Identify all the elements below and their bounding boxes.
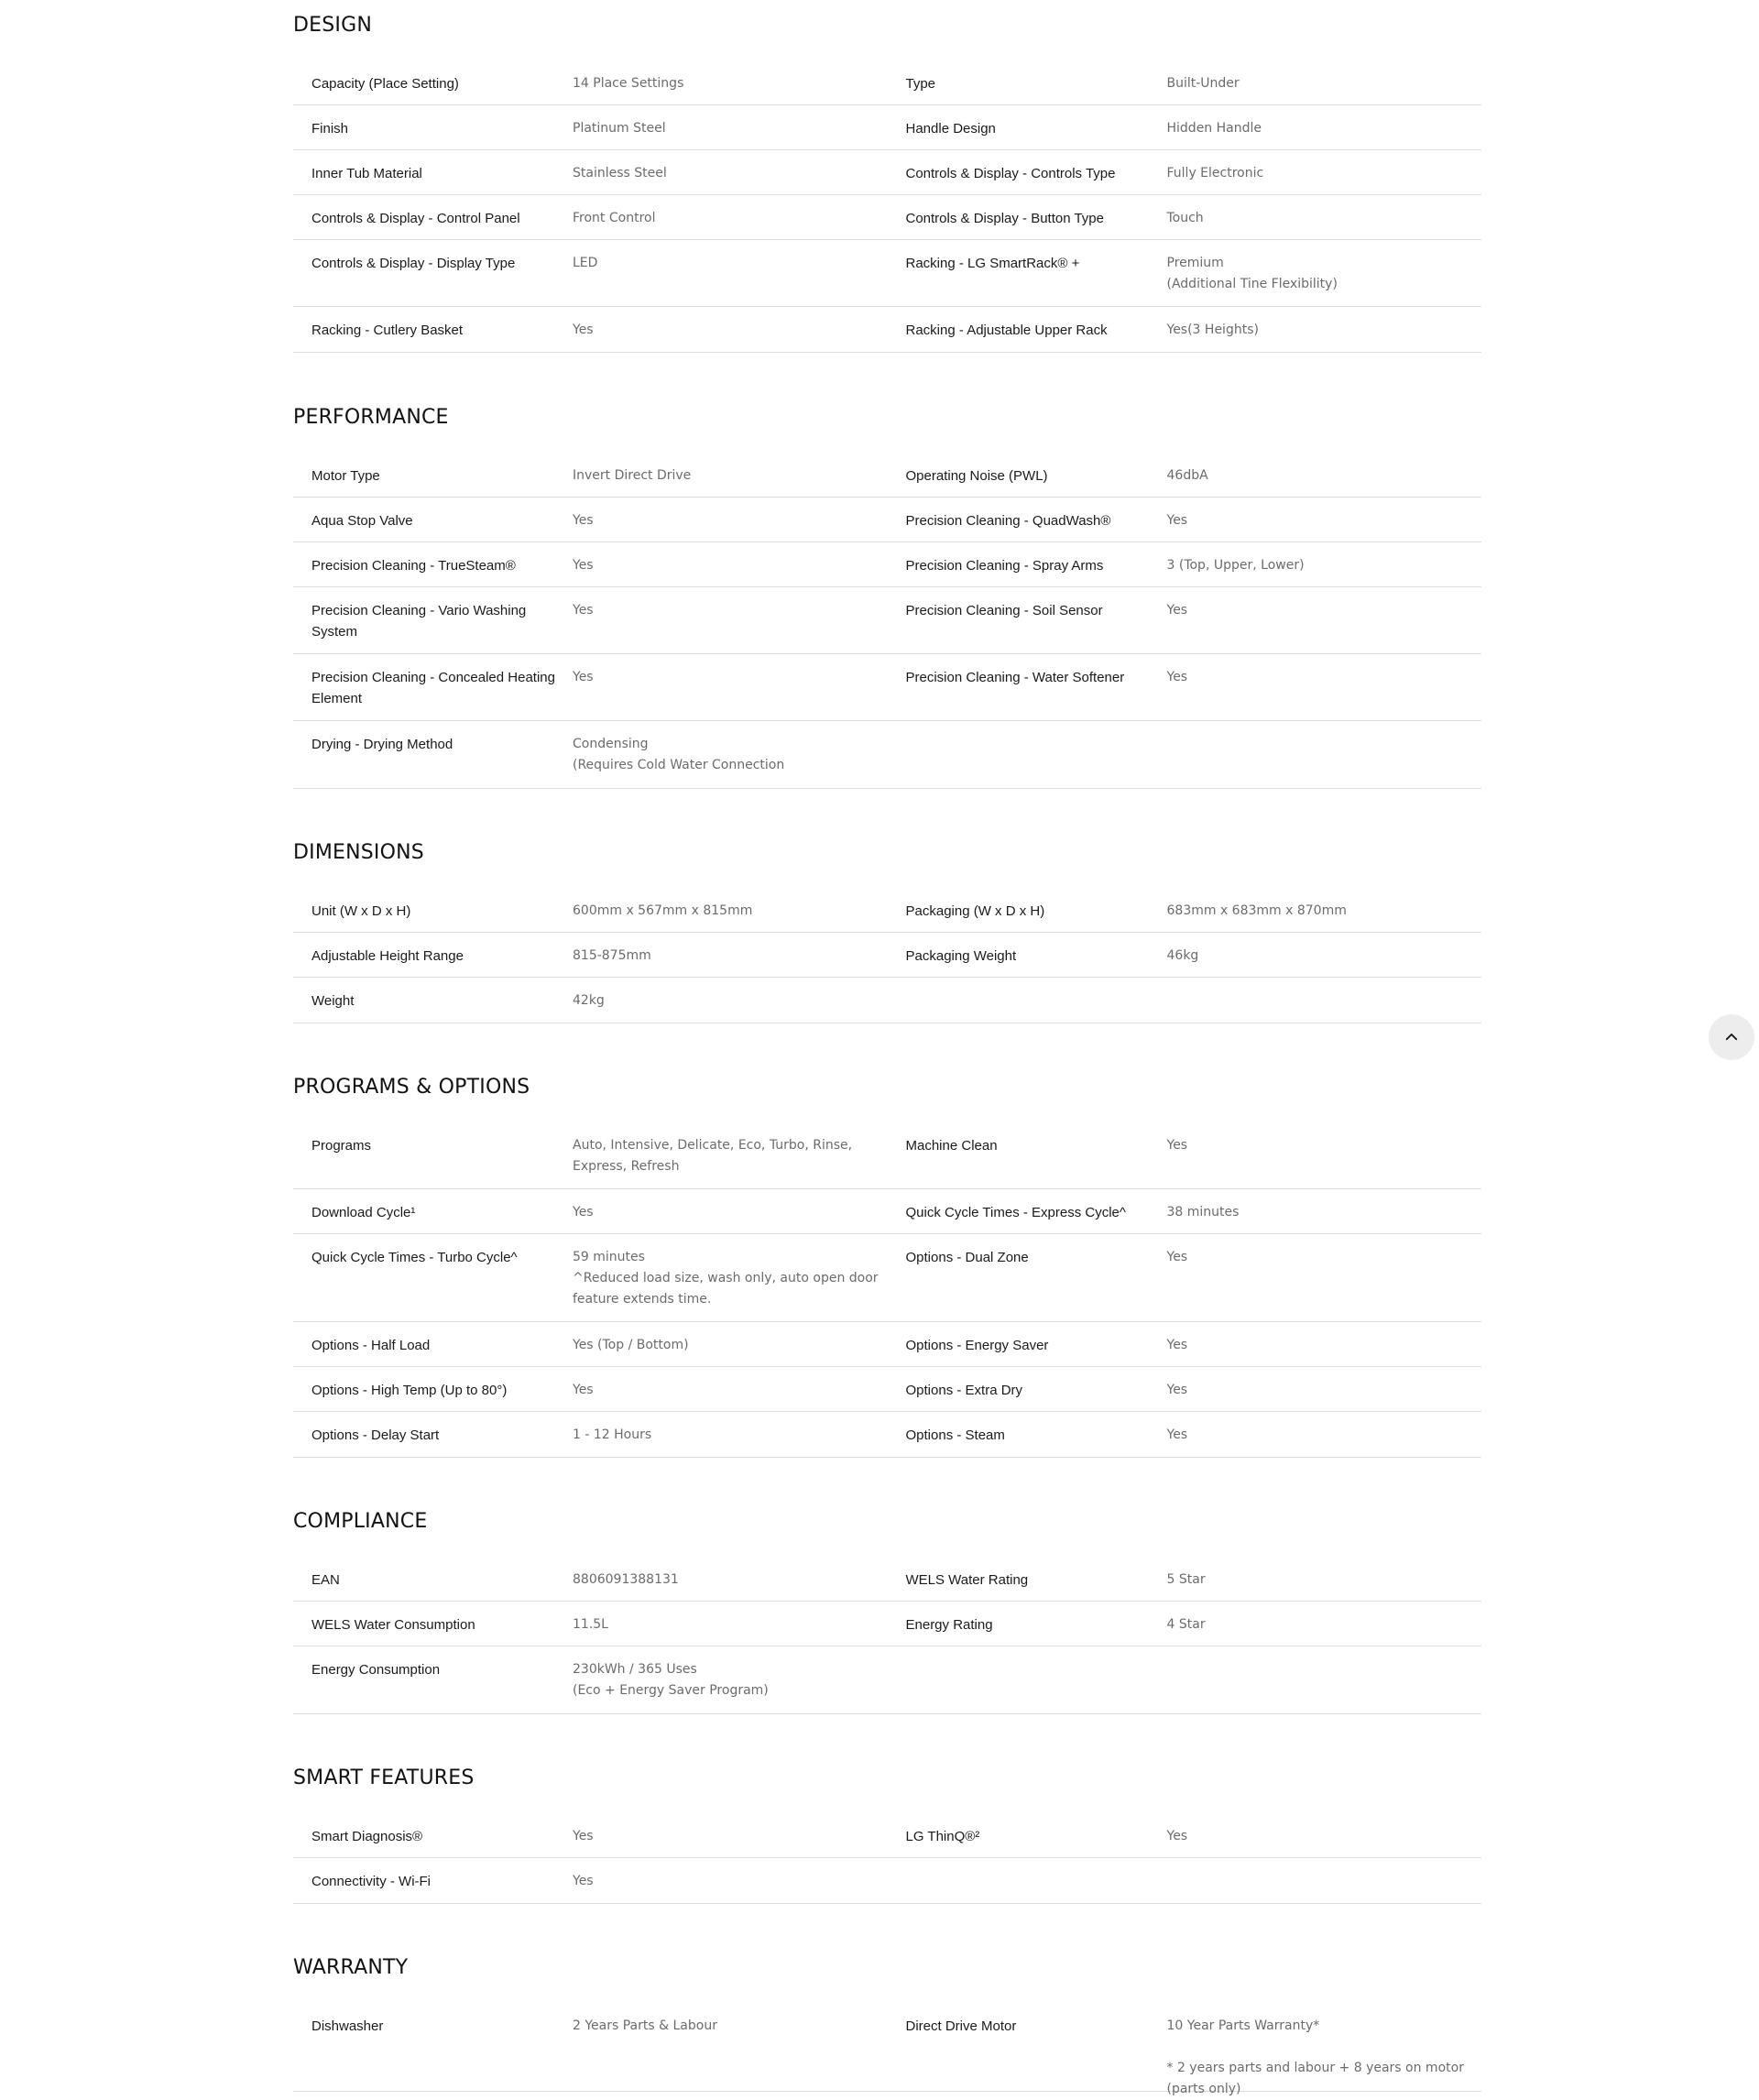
spec-label: Energy Consumption: [311, 1662, 441, 1678]
spec-value: Yes: [1166, 1829, 1188, 1843]
section-title: WARRANTY: [293, 1956, 409, 1979]
spec-row: [888, 654, 1482, 721]
spec-row: [888, 1367, 1482, 1412]
spec-row: [293, 1234, 888, 1322]
spec-row: [888, 1122, 1482, 1189]
spec-value: Yes: [1166, 1138, 1188, 1153]
spec-label: Connectivity - Wi-Fi: [311, 1874, 432, 1889]
spec-grid: [293, 1557, 1481, 1714]
spec-value: 3 (Top, Upper, Lower): [1166, 558, 1305, 573]
spec-value: Front Control: [573, 211, 656, 225]
section-title: PERFORMANCE: [293, 406, 449, 429]
spec-label: Aqua Stop Valve: [311, 513, 413, 529]
spec-value: Yes: [573, 1383, 594, 1397]
spec-row: [888, 1813, 1482, 1858]
spec-value: Hidden Handle: [1166, 121, 1262, 136]
spec-label: Precision Cleaning - Water Softener: [905, 670, 1125, 685]
section-title: SMART FEATURES: [293, 1766, 475, 1789]
spec-row: [888, 2003, 1482, 2096]
spec-row: [888, 1322, 1482, 1367]
spec-value: Stainless Steel: [573, 166, 667, 180]
spec-label: Operating Noise (PWL): [905, 468, 1048, 484]
spec-row: [293, 1646, 888, 1713]
spec-row: [888, 1557, 1482, 1602]
section-title: DIMENSIONS: [293, 841, 424, 864]
spec-label: Precision Cleaning - QuadWash®: [905, 513, 1111, 529]
spec-label: Type: [905, 76, 936, 92]
spec-grid: [293, 453, 1481, 789]
spec-grid: [293, 2003, 1481, 2096]
spec-label: Handle Design: [905, 121, 996, 137]
spec-label: WELS Water Consumption: [311, 1617, 475, 1633]
spec-value: Yes: [573, 513, 594, 528]
spec-row: [293, 240, 888, 307]
spec-value: 10 Year Parts Warranty* * 2 years parts and labour + 8 years on motor (parts only): [1166, 2018, 1464, 2096]
spec-value: 46dbA: [1166, 468, 1208, 483]
spec-value: 14 Place Settings: [573, 76, 684, 91]
section-title: COMPLIANCE: [293, 1510, 428, 1533]
spec-label: Controls & Display - Controls Type: [905, 166, 1116, 181]
section-warranty: [293, 1904, 1481, 2096]
spec-row: [293, 1858, 888, 1903]
spec-row: [293, 498, 888, 542]
spec-row: [293, 587, 888, 654]
spec-value: 59 minutes ^Reduced load size, wash only, auto open door feature extends time.: [573, 1250, 879, 1307]
spec-label: Precision Cleaning - Concealed Heating Element: [311, 670, 555, 706]
spec-row: [888, 195, 1482, 240]
spec-value: 8806091388131: [573, 1572, 679, 1587]
spec-label: Motor Type: [311, 468, 380, 484]
spec-row: [888, 933, 1482, 978]
spec-value: Premium (Additional Tine Flexibility): [1166, 256, 1338, 291]
spec-value: Yes: [573, 1874, 594, 1888]
spec-label: Controls & Display - Display Type: [311, 256, 516, 271]
spec-row: [888, 587, 1482, 654]
section-performance: [293, 353, 1481, 789]
spec-value: Condensing (Requires Cold Water Connection: [573, 737, 785, 772]
scroll-to-top-button[interactable]: [1709, 1014, 1754, 1060]
spec-row: [293, 195, 888, 240]
spec-row: [293, 1813, 888, 1858]
spec-label: Download Cycle¹: [311, 1205, 416, 1220]
spec-value: Yes: [573, 323, 594, 337]
spec-value: 5 Star: [1166, 1572, 1206, 1587]
spec-row: [888, 1189, 1482, 1234]
spec-row: [293, 888, 888, 933]
spec-value: 2 Years Parts & Labour: [573, 2018, 717, 2033]
spec-label: Smart Diagnosis®: [311, 1829, 423, 1844]
spec-row: [293, 933, 888, 978]
spec-value: 815-875mm: [573, 948, 651, 963]
spec-row: [293, 1367, 888, 1412]
spec-label: Quick Cycle Times - Turbo Cycle^: [311, 1250, 518, 1265]
spec-label: Inner Tub Material: [311, 166, 422, 181]
spec-value: Yes: [1166, 513, 1188, 528]
spec-value: Built-Under: [1166, 76, 1240, 91]
spec-value: LED: [573, 256, 598, 270]
spec-value: Yes: [1166, 603, 1188, 618]
spec-label: Options - Extra Dry: [905, 1383, 1023, 1398]
section-title: DESIGN: [293, 14, 372, 37]
spec-label: Precision Cleaning - Spray Arms: [905, 558, 1104, 574]
spec-row: [888, 105, 1482, 150]
spec-label: Direct Drive Motor: [905, 2018, 1017, 2034]
spec-label: WELS Water Rating: [905, 1572, 1029, 1588]
spec-grid: [293, 1122, 1481, 1458]
spec-row: [293, 60, 888, 105]
spec-label: Controls & Display - Button Type: [905, 211, 1104, 226]
spec-row: [293, 1122, 888, 1189]
spec-row: [888, 150, 1482, 195]
spec-grid: [293, 60, 1481, 353]
spec-grid: [293, 1813, 1481, 1904]
spec-label: LG ThinQ®²: [905, 1829, 980, 1844]
spec-row: [888, 1412, 1482, 1457]
spec-label: Drying - Drying Method: [311, 737, 453, 752]
spec-row: [293, 1322, 888, 1367]
spec-sheet: [293, 0, 1481, 2096]
section-compliance: [293, 1458, 1481, 1714]
spec-row: [888, 453, 1482, 498]
spec-label: Options - Half Load: [311, 1338, 431, 1353]
spec-label: Packaging (W x D x H): [905, 903, 1045, 919]
spec-value: Yes: [573, 670, 594, 684]
spec-row: [888, 498, 1482, 542]
spec-label: Capacity (Place Setting): [311, 76, 459, 92]
spec-label: Dishwasher: [311, 2018, 384, 2034]
spec-row: [293, 721, 888, 788]
spec-label: Finish: [311, 121, 349, 137]
spec-value: Invert Direct Drive: [573, 468, 692, 483]
spec-label: Options - High Temp (Up to 80°): [311, 1383, 508, 1398]
spec-label: Controls & Display - Control Panel: [311, 211, 520, 226]
spec-value: Yes: [1166, 1338, 1188, 1352]
spec-row: [293, 1189, 888, 1234]
spec-label: Energy Rating: [905, 1617, 993, 1633]
spec-value: Yes: [573, 558, 594, 573]
spec-label: Machine Clean: [905, 1138, 998, 1154]
spec-value: Yes(3 Heights): [1166, 323, 1259, 337]
spec-value: 38 minutes: [1166, 1205, 1240, 1220]
spec-value: 11.5L: [573, 1617, 608, 1632]
section-title: PROGRAMS & OPTIONS: [293, 1076, 530, 1099]
spec-row: [293, 2003, 888, 2091]
spec-value: 46kg: [1166, 948, 1199, 963]
section-dimensions: [293, 789, 1481, 1023]
spec-label: EAN: [311, 1572, 340, 1588]
spec-row: [293, 1412, 888, 1457]
chevron-up-icon: [1723, 1029, 1740, 1045]
section-programs-options: [293, 1023, 1481, 1458]
spec-label: Adjustable Height Range: [311, 948, 464, 964]
spec-row: [293, 1602, 888, 1646]
spec-row: [293, 150, 888, 195]
spec-value: 600mm x 567mm x 815mm: [573, 903, 753, 918]
spec-row: [293, 1557, 888, 1602]
spec-value: Yes: [1166, 670, 1188, 684]
spec-label: Quick Cycle Times - Express Cycle^: [905, 1205, 1126, 1220]
spec-value: Yes: [573, 1205, 594, 1220]
spec-row: [888, 240, 1482, 307]
spec-label: Options - Dual Zone: [905, 1250, 1029, 1265]
spec-value: 4 Star: [1166, 1617, 1206, 1632]
spec-label: Weight: [311, 993, 355, 1009]
spec-label: Unit (W x D x H): [311, 903, 411, 919]
spec-value: 683mm x 683mm x 870mm: [1166, 903, 1347, 918]
spec-value: 1 - 12 Hours: [573, 1427, 652, 1442]
spec-value: Yes: [1166, 1383, 1188, 1397]
spec-value: Yes: [1166, 1427, 1188, 1442]
spec-value: Yes: [573, 603, 594, 618]
spec-value: Touch: [1166, 211, 1204, 225]
section-smart-features: [293, 1714, 1481, 1904]
spec-row: [293, 453, 888, 498]
spec-label: Racking - LG SmartRack® +: [905, 256, 1080, 271]
section-design: [293, 0, 1481, 353]
spec-row: [888, 1602, 1482, 1646]
spec-row: [888, 307, 1482, 352]
spec-label: Options - Delay Start: [311, 1427, 440, 1443]
spec-label: Options - Energy Saver: [905, 1338, 1049, 1353]
spec-row: [888, 1234, 1482, 1322]
spec-value: Yes (Top / Bottom): [573, 1338, 689, 1352]
spec-value: Auto, Intensive, Delicate, Eco, Turbo, Rinse, Express, Refresh: [573, 1138, 853, 1174]
spec-label: Precision Cleaning - Vario Washing System: [311, 603, 527, 640]
spec-row: [293, 307, 888, 352]
spec-value: Fully Electronic: [1166, 166, 1264, 180]
spec-row: [888, 60, 1482, 105]
spec-row: [293, 105, 888, 150]
spec-value: Yes: [573, 1829, 594, 1843]
spec-row: [293, 542, 888, 587]
spec-label: Options - Steam: [905, 1427, 1005, 1443]
spec-row: [293, 654, 888, 721]
spec-row: [888, 542, 1482, 587]
spec-grid: [293, 888, 1481, 1023]
spec-label: Racking - Cutlery Basket: [311, 323, 464, 338]
spec-row: [888, 888, 1482, 933]
spec-value: 42kg: [573, 993, 605, 1008]
spec-label: Packaging Weight: [905, 948, 1017, 964]
spec-label: Precision Cleaning - Soil Sensor: [905, 603, 1103, 618]
spec-value: Platinum Steel: [573, 121, 666, 136]
spec-value: 230kWh / 365 Uses (Eco + Energy Saver Program): [573, 1662, 769, 1698]
spec-label: Programs: [311, 1138, 372, 1154]
spec-row: [293, 978, 888, 1023]
spec-label: Racking - Adjustable Upper Rack: [905, 323, 1108, 338]
spec-value: Yes: [1166, 1250, 1188, 1264]
spec-label: Precision Cleaning - TrueSteam®: [311, 558, 516, 574]
